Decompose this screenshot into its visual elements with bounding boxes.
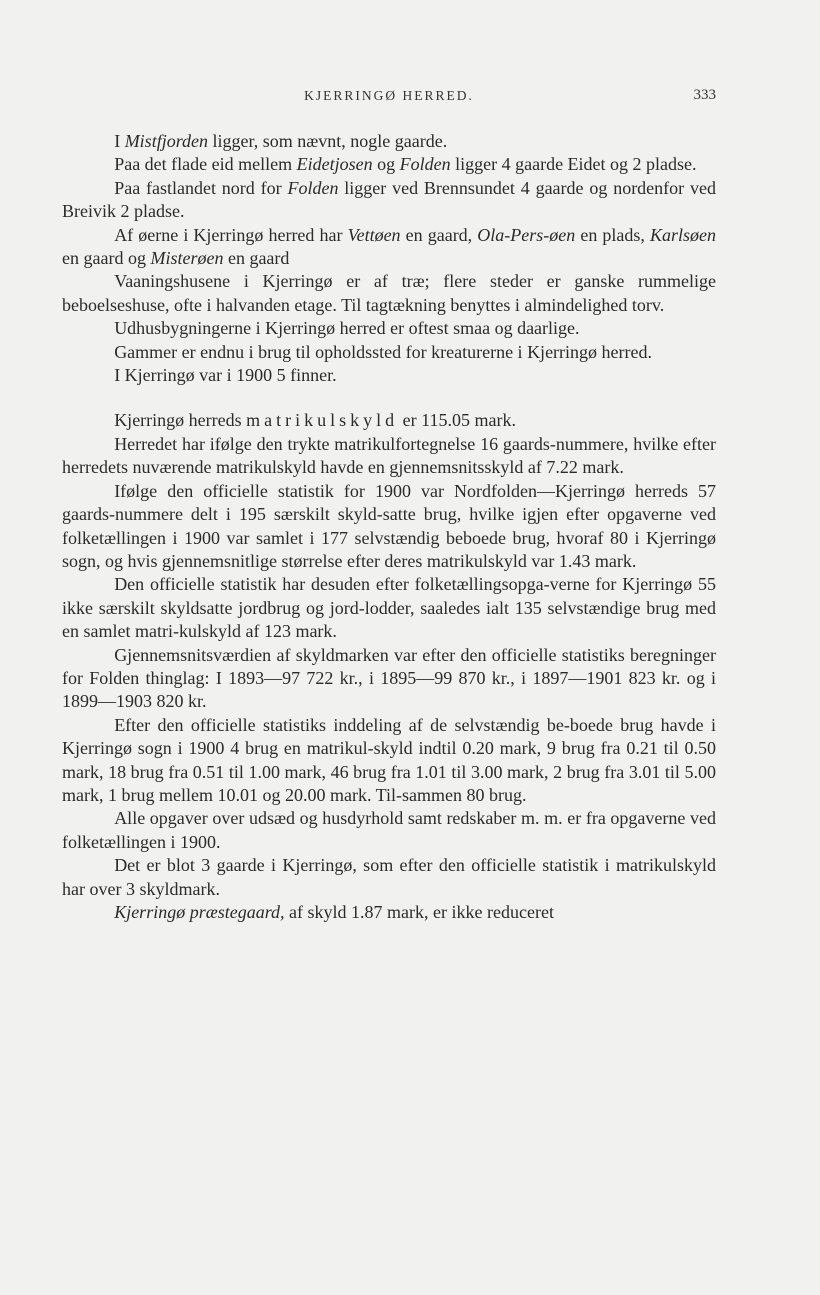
text-run: Gammer er endnu i brug til opholdssted for kreaturerne i Kjerringø herred.: [114, 341, 653, 362]
text-run: ligger, som nævnt, nogle gaarde.: [208, 131, 448, 151]
paragraph: [62, 854, 716, 901]
text-run: en plads,: [575, 224, 650, 245]
italic-run: Eidetjosen: [296, 154, 373, 175]
text-run: Gjennemsnitsværdien af skyldmarken var efter den officielle statistiks beregninger for Folden thinglag: I 1893—97 722 kr., i 1895—99 870 kr., i 1897—1901 823 kr. og i 1899—1903 820 kr.: [62, 644, 716, 712]
body-text: [62, 130, 716, 924]
text-run: Vaaningshusene i Kjerringø er af træ; flere steder er ganske rummelige beboelseshuse, ofte i halvanden etage. Til tagtækning benyttes i almindelighed torv.: [62, 271, 716, 315]
paragraph: [62, 177, 716, 224]
page-header: [62, 88, 716, 110]
text-run: ligger 4 gaarde Eidet og 2 pladse.: [450, 154, 697, 175]
paragraph: [62, 409, 716, 432]
text-run: en gaard: [223, 248, 290, 269]
paragraph: [62, 130, 716, 153]
page-number: 333: [693, 87, 716, 103]
text-run: Det er blot 3 gaarde i Kjerringø, som efter den officielle statistik i matrikulskyld har over 3 skyldmark.: [62, 855, 716, 899]
text-run: ligger ved Brennsundet 4 gaarde og nordenfor ved Breivik 2 pladse.: [62, 177, 716, 222]
text-run: af skyld 1.87 mark, er ikke reduceret: [284, 902, 554, 922]
text-run: Herredet har ifølge den trykte matrikulfortegnelse 16 gaards-nummere, hvilke efter herredets nuværende matrikulskyld havde en gjennemsnitsskyld af 7.22 mark.: [62, 433, 716, 478]
running-head: KJERRINGØ HERRED.: [304, 88, 474, 103]
text-run: og: [372, 154, 400, 175]
paragraph: [62, 153, 716, 176]
italic-run: Misterøen: [150, 248, 224, 269]
text-run: I: [114, 131, 125, 151]
italic-run: Ola-Pers-øen: [477, 224, 576, 245]
spaced-run: matrikulskyld: [246, 410, 399, 431]
text-run: en gaard,: [400, 224, 478, 245]
italic-run: Vettøen: [347, 224, 401, 245]
italic-run: Mistfjorden: [124, 131, 209, 151]
text-run: Paa fastlandet nord for: [114, 177, 288, 198]
text-run: Ifølge den officielle statistik for 1900 var Nordfolden—Kjerringø herreds 57 gaards-nummere delt i 195 særskilt skyld-satte brug, hvilke igjen efter opgaverne ved folketællingen i 1900 var samlet i 177 selvstændig beboede brug, hvoraf 80 i Kjerringø sogn, og hvis gjennemsnitlige størrelse efter deres matrikulskyld var 1.43 mark.: [62, 480, 716, 571]
paragraph: [62, 341, 716, 364]
text-run: Efter den officielle statistiks inddeling af de selvstændig be-boede brug havde i Kjerringø sogn i 1900 4 brug en matrikul-skyld indtil 0.20 mark, 9 brug fra 0.21 til 0.50 mark, 18 brug fra 0.51 til 1.00 mark, 46 brug fra 1.01 til 3.00 mark, 2 brug fra 3.01 til 5.00 mark, 1 brug mellem 10.01 og 20.00 mark. Til-sammen 80 brug.: [62, 714, 716, 805]
italic-run: Folden: [287, 177, 339, 198]
text-run: Alle opgaver over udsæd og husdyrhold samt redskaber m. m. er fra opgaverne ved folketællingen i 1900.: [62, 808, 716, 852]
italic-run: Karlsøen: [650, 224, 717, 245]
text-run: Den officielle statistik har desuden efter folketællingsopga-verne for Kjerringø 55 ikke særskilt skyldsatte jordbrug og jord-lodder, saaledes ialt 135 selvstændige brug med en samlet matri-kulskyld af 123 mark.: [62, 574, 716, 642]
italic-run: Folden: [399, 154, 451, 175]
paragraph: [62, 317, 716, 340]
text-run: Af øerne i Kjerringø herred har: [114, 224, 348, 245]
paragraph: [62, 901, 716, 924]
text-run: Udhusbygningerne i Kjerringø herred er oftest smaa og daarlige.: [114, 318, 580, 339]
paragraph: [62, 224, 716, 271]
paragraph: [62, 480, 716, 574]
paragraph: [62, 644, 716, 714]
paragraph: [62, 364, 716, 387]
paragraph: [62, 807, 716, 854]
paragraph: [62, 714, 716, 808]
paragraph: [62, 433, 716, 480]
section-gap: [62, 387, 716, 409]
italic-run: Kjerringø præstegaard,: [114, 902, 285, 922]
text-run: er 115.05 mark.: [398, 410, 516, 431]
paragraph: [62, 573, 716, 643]
text-run: Kjerringø herreds: [114, 410, 247, 431]
text-run: I Kjerringø var i 1900 5 finner.: [114, 365, 337, 386]
paragraph: [62, 270, 716, 317]
text-run: en gaard og: [62, 248, 151, 269]
text-run: Paa det flade eid mellem: [114, 154, 297, 175]
